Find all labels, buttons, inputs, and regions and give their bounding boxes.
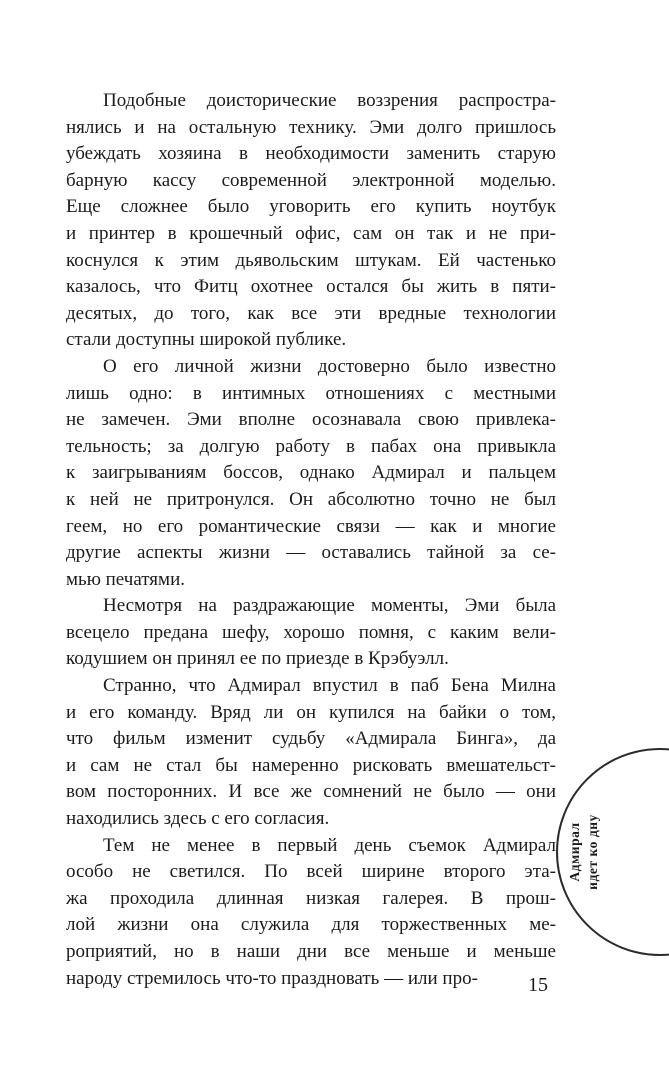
page-number: 15 [528,974,548,996]
text-line: О его личной жизни достоверно было известно [103,355,556,377]
text-line: жа проходила длинная низкая галерея. В прош- [66,887,556,909]
text-line: другие аспекты жизни — оставались тайной за се- [66,542,556,564]
text-line: всецело предана шефу, хорошо помня, с каким вели- [66,621,556,643]
text-line: находились здесь с его согласия. [66,808,330,830]
text-line: Еще сложнее было уговорить его купить ноутбук [66,196,556,218]
paragraph [66,673,556,833]
text-line: казалось, что Фитц охотнее остался бы жить в пяти- [66,276,556,298]
text-line: мью печатями. [66,568,185,590]
text-line: коснулся к этим дьявольским штукам. Ей частенько [66,249,556,271]
text-line: Тем не менее в первый день съемок Адмирал [103,834,556,856]
paragraph [66,593,556,673]
text-line: что фильм изменит судьбу «Адмирала Бинга», да [66,728,556,750]
running-title-line1: Адмирал [567,822,582,882]
text-column [66,88,556,992]
text-line: Подобные доисторические воззрения распростра- [103,90,556,111]
text-line: убеждать хозяина в необходимости заменить старую [66,143,556,165]
text-line: барную кассу современной электронной моделью. [66,169,556,191]
text-line: геем, но его романтические связи — как и многие [66,515,556,537]
text-line: вом посторонних. И все же сомнений не было — они [66,781,556,803]
running-title-vertical [566,814,602,890]
text-line: особо не светился. По всей ширине второго эта- [66,861,556,883]
text-line: к заигрываниям боссов, однако Адмирал и пальцем [66,462,556,484]
text-line: кодушием он принял ее по приезде в Крэбуэлл. [66,648,449,670]
text-line: Несмотря на раздражающие моменты, Эми была [103,595,556,617]
text-line: и принтер в крошечный офис, сам он так и не при- [66,222,556,244]
text-line: не замечен. Эми вполне осознавала свою привлека- [66,409,556,431]
text-line: к ней не притронулся. Он абсолютно точно не был [66,488,556,510]
text-line: нялись и на остальную технику. Эми долго пришлось [66,116,556,138]
paragraph [66,833,556,993]
running-title-line2: идет ко дну [585,814,600,890]
text-line: лой жизни она служила для торжественных ме- [66,914,556,936]
text-line: народу стремилось что-то праздновать — или про- [66,967,478,989]
text-line: роприятий, но в наши дни все меньше и меньше [66,941,556,962]
text-line: лишь одно: в интимных отношениях с местными [66,382,556,404]
text-line: десятых, до того, как все эти вредные технологии [66,302,556,324]
text-line: Странно, что Адмирал впустил в паб Бена Милна [103,675,556,697]
paragraph [66,88,556,354]
paragraph [66,354,556,593]
text-line: тельность; за долгую работу в пабах она привыкла [66,435,556,457]
text-line: и сам не стал бы намеренно рисковать вмешательст- [66,754,556,776]
text-line: стали доступны широкой публике. [66,329,347,351]
text-line: и его команду. Вряд ли он купился на байки о том, [66,701,556,723]
